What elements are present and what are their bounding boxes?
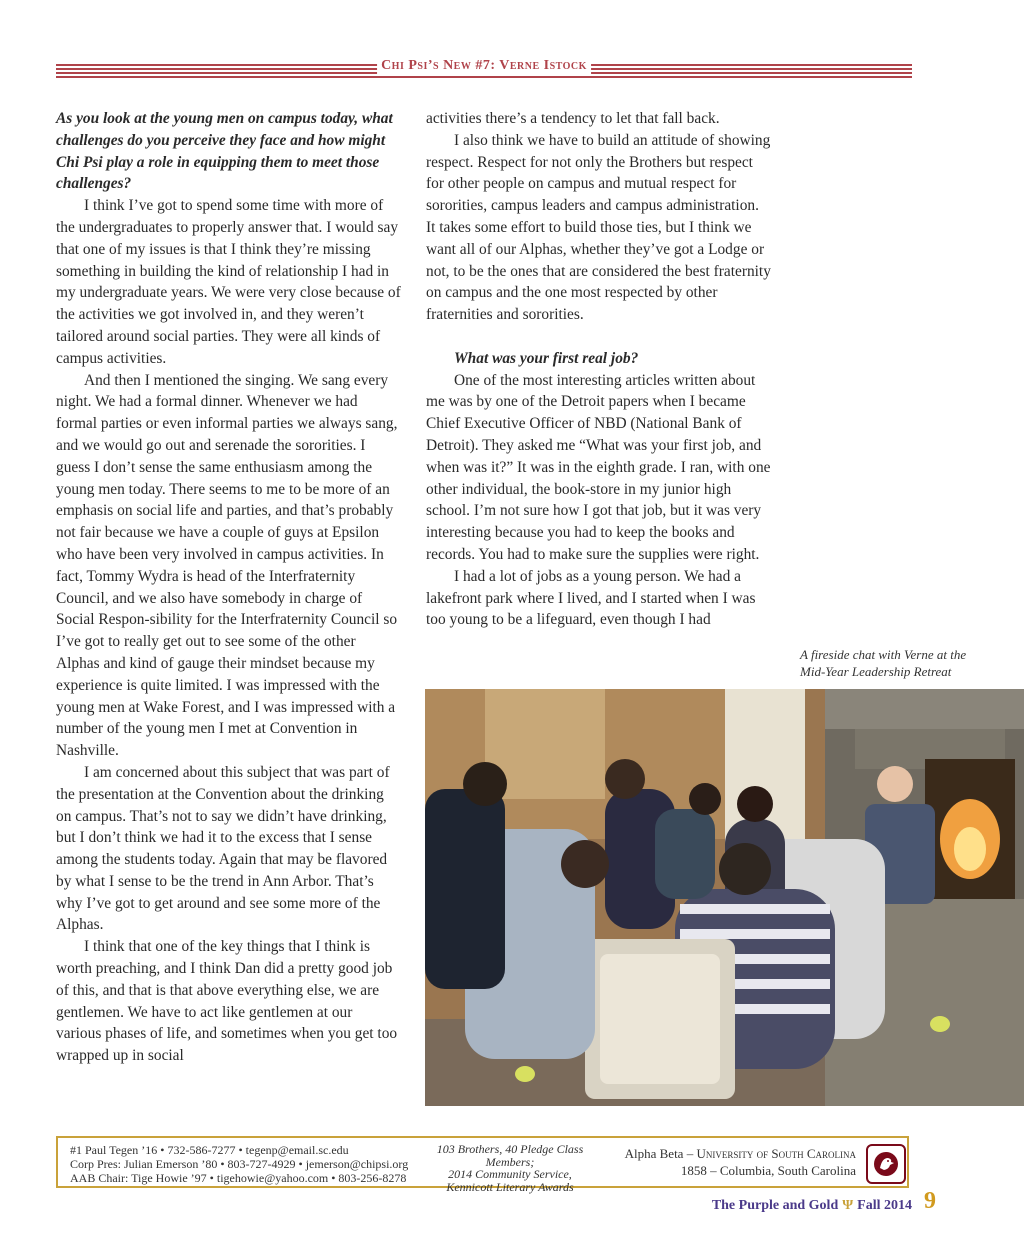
paragraph-continuation: activities there’s a tendency to let that fall back. [426, 110, 720, 127]
chapter-info-box [56, 1136, 909, 1194]
paragraph: And then I mentioned the singing. We sang every night. We had a formal dinner. Whenever we had formal parties or even informal parties we always sang, and we would go out and serenade the sororities. I guess I don’t sense the same enthusiasm among the young men today. There seems to me to be more of an emphasis on social life and parties, and that’s probably not fair because we have a couple of guys at Epsilon who have been very involved in campus activities. In fact, Tommy Wydra is head of the Interfraternity Council, and we also have somebody in charge of Social Respon-sibility for the Interfraternity Council so I’ve got to really get out to see some of the other Alphas and kind of gauge their mindset because my experience is quite limited. I was impressed with the young men at Wake Forest, and I was impressed with a number of the young men I met at Convention in Nashville. [56, 371, 398, 760]
stat-line: Kennicott Literary Awards [446, 1179, 574, 1194]
fireside-chat-photo [425, 689, 1024, 1106]
photo-caption [800, 646, 1010, 680]
issue-label: Fall 2014 [857, 1198, 912, 1213]
magazine-title: The Purple and Gold [711, 1198, 839, 1213]
contact-line: Corp Pres: Julian Emerson ’80 • 803-727-4929 • jemerson@chipsi.org [70, 1157, 409, 1171]
chapter-identity [618, 1145, 856, 1179]
contact-line: #1 Paul Tegen ’16 • 732-586-7277 • tegenp@email.sc.edu [70, 1143, 349, 1157]
chapter-separator: – [683, 1146, 697, 1161]
caption-line: A fireside chat with Verne at the [800, 647, 967, 662]
header-rule [56, 58, 912, 78]
paragraph: I had a lot of jobs as a young person. We had a lakefront park where I lived, and I started when I was too young to be a lifeguard, even though I had [426, 567, 756, 629]
chapter-name: Alpha Beta [624, 1146, 684, 1161]
caption-line: Mid-Year Leadership Retreat [800, 664, 952, 679]
chapter-contacts [70, 1143, 408, 1185]
chi-psi-mark-icon: Ψ [842, 1198, 854, 1213]
university-seal-icon [866, 1144, 906, 1184]
stat-line: 103 Brothers, 40 Pledge Class Members; [436, 1142, 584, 1169]
stat-line: 2014 Community Service, [448, 1167, 572, 1181]
paragraph: I am concerned about this subject that was part of the presentation at the Convention about the drinking on campus. That’s not to say we didn’t have drinking, but I don’t think we had it to the excess that I sense among the students today. Again that may be flavored by what I sense to be the trend in Ann Arbor. That’s why I’ve got to get around and see some more of the Alphas. [56, 763, 390, 934]
magazine-footer [712, 1198, 912, 1214]
interview-question: What was your first real job? [454, 349, 639, 367]
paragraph: One of the most interesting articles written about me was by one of the Detroit papers when I became Chief Executive Officer of NBD (National Bank of Detroit). They asked me “What was your first job, and when was it?” It was in the eighth grade. I ran, with one other individual, the book-store in my junior high school. I’m not sure how I got that job, but it was very interesting because you had to keep the books and records. You had to make sure the supplies were right. [426, 371, 771, 563]
chapter-founding: 1858 – Columbia, South Carolina [680, 1163, 856, 1178]
left-column [56, 108, 401, 1067]
paragraph: I think I’ve got to spend some time with more of the undergraduates to properly answer that. I would say that one of my issues is that I think they’re missing something in building the kind of relationship I had in my undergraduate years. We were very close because of the activities we got involved in, and they weren’t tailored around social parties. They were all kinds of campus activities. [56, 197, 401, 367]
chapter-stats [420, 1143, 600, 1193]
middle-column [426, 108, 771, 631]
paragraph: I think that one of the key things that I think is worth preaching, and I think Dan did a pretty good job of this, and that is that above everything else, we are gentlemen. We have to act like gentlemen at our various phases of life, and sometimes when you get too wrapped up in social [56, 938, 398, 1065]
paragraph: I also think we have to build an attitude of showing respect. Respect for not only the Brothers but respect for other people on campus and mutual respect for sororities, campus leaders and campus administration. It takes some effort to build those ties, but I think we want all of our Alphas, whether they’ve got a Lodge or not, to be the ones that are considered the best fraternity on campus and the one most respected by other fraternities and sororities. [426, 131, 771, 324]
page-number: 9 [924, 1188, 936, 1214]
university-name: University of South Carolina [696, 1146, 856, 1161]
contact-line: AAB Chair: Tige Howie ’97 • tigehowie@yahoo.com • 803-256-8278 [70, 1171, 407, 1185]
article-header-title: Chi Psi’s New #7: Verne Istock [377, 58, 591, 74]
interview-question: As you look at the young men on campus today, what challenges do you perceive they face and how might Chi Psi play a role in equipping them to meet those challenges? [56, 110, 393, 193]
